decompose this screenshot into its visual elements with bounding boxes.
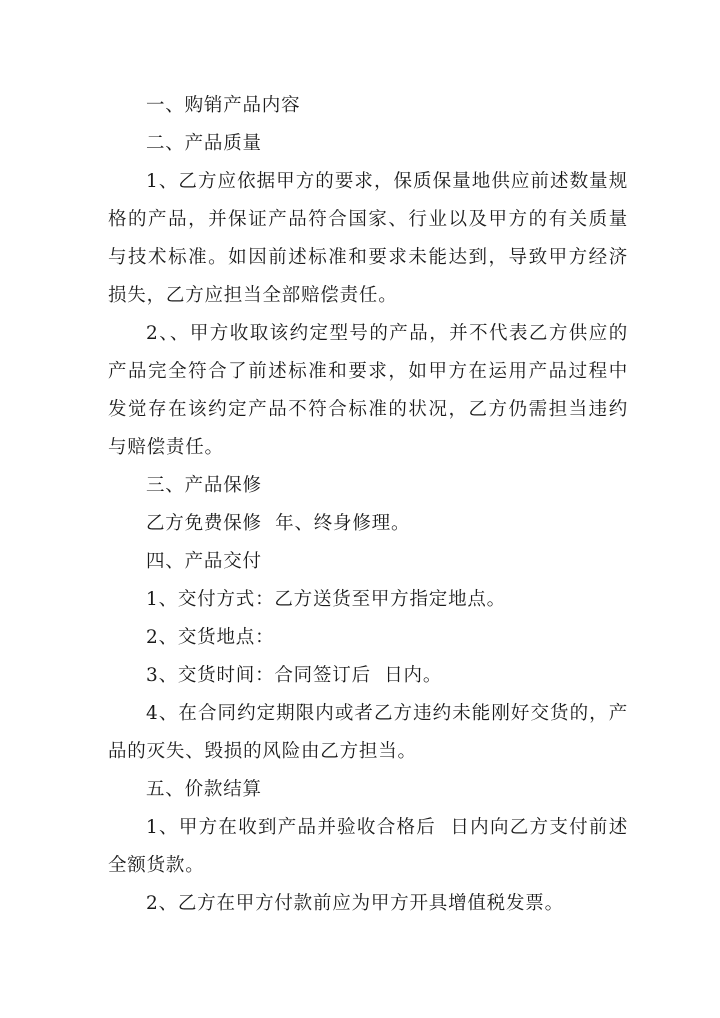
quality-clause-1: 1、乙方应依据甲方的要求，保质保量地供应前述数量规格的产品，并保证产品符合国家、行业以及甲方的有关质量与技术标准。如因前述标准和要求未能达到，导致甲方经济损失，乙方应担当全部赔偿责任。 — [108, 171, 628, 306]
payment-clause-2: 2、乙方在甲方付款前应为甲方开具增值税发票。 — [146, 893, 564, 914]
delivery-clause-2: 2、交货地点： — [146, 627, 275, 648]
payment-clause-1: 1、甲方在收到产品并验收合格后 日内向乙方支付前述全额货款。 — [108, 817, 628, 876]
delivery-clause-1: 1、交付方式：乙方送货至甲方指定地点。 — [146, 589, 506, 610]
section-heading-warranty: 三、产品保修 — [146, 475, 262, 496]
section-heading-products: 一、购销产品内容 — [146, 95, 301, 116]
delivery-clause-4: 4、在合同约定期限内或者乙方违约未能刚好交货的，产品的灭失、毁损的风险由乙方担当。 — [108, 703, 628, 762]
section-heading-quality: 二、产品质量 — [146, 133, 262, 154]
warranty-clause: 乙方免费保修 年、终身修理。 — [146, 513, 411, 534]
quality-clause-2: 2、、甲方收取该约定型号的产品，并不代表乙方供应的产品完全符合了前述标准和要求，如甲方在运用产品过程中发觉存在该约定产品不符合标准的状况，乙方仍需担当违约与赔偿责任。 — [108, 323, 628, 458]
section-heading-payment: 五、价款结算 — [146, 779, 262, 800]
delivery-clause-3: 3、交货时间：合同签订后 日内。 — [146, 665, 443, 686]
document-page — [108, 87, 628, 923]
section-heading-delivery: 四、产品交付 — [146, 551, 262, 572]
